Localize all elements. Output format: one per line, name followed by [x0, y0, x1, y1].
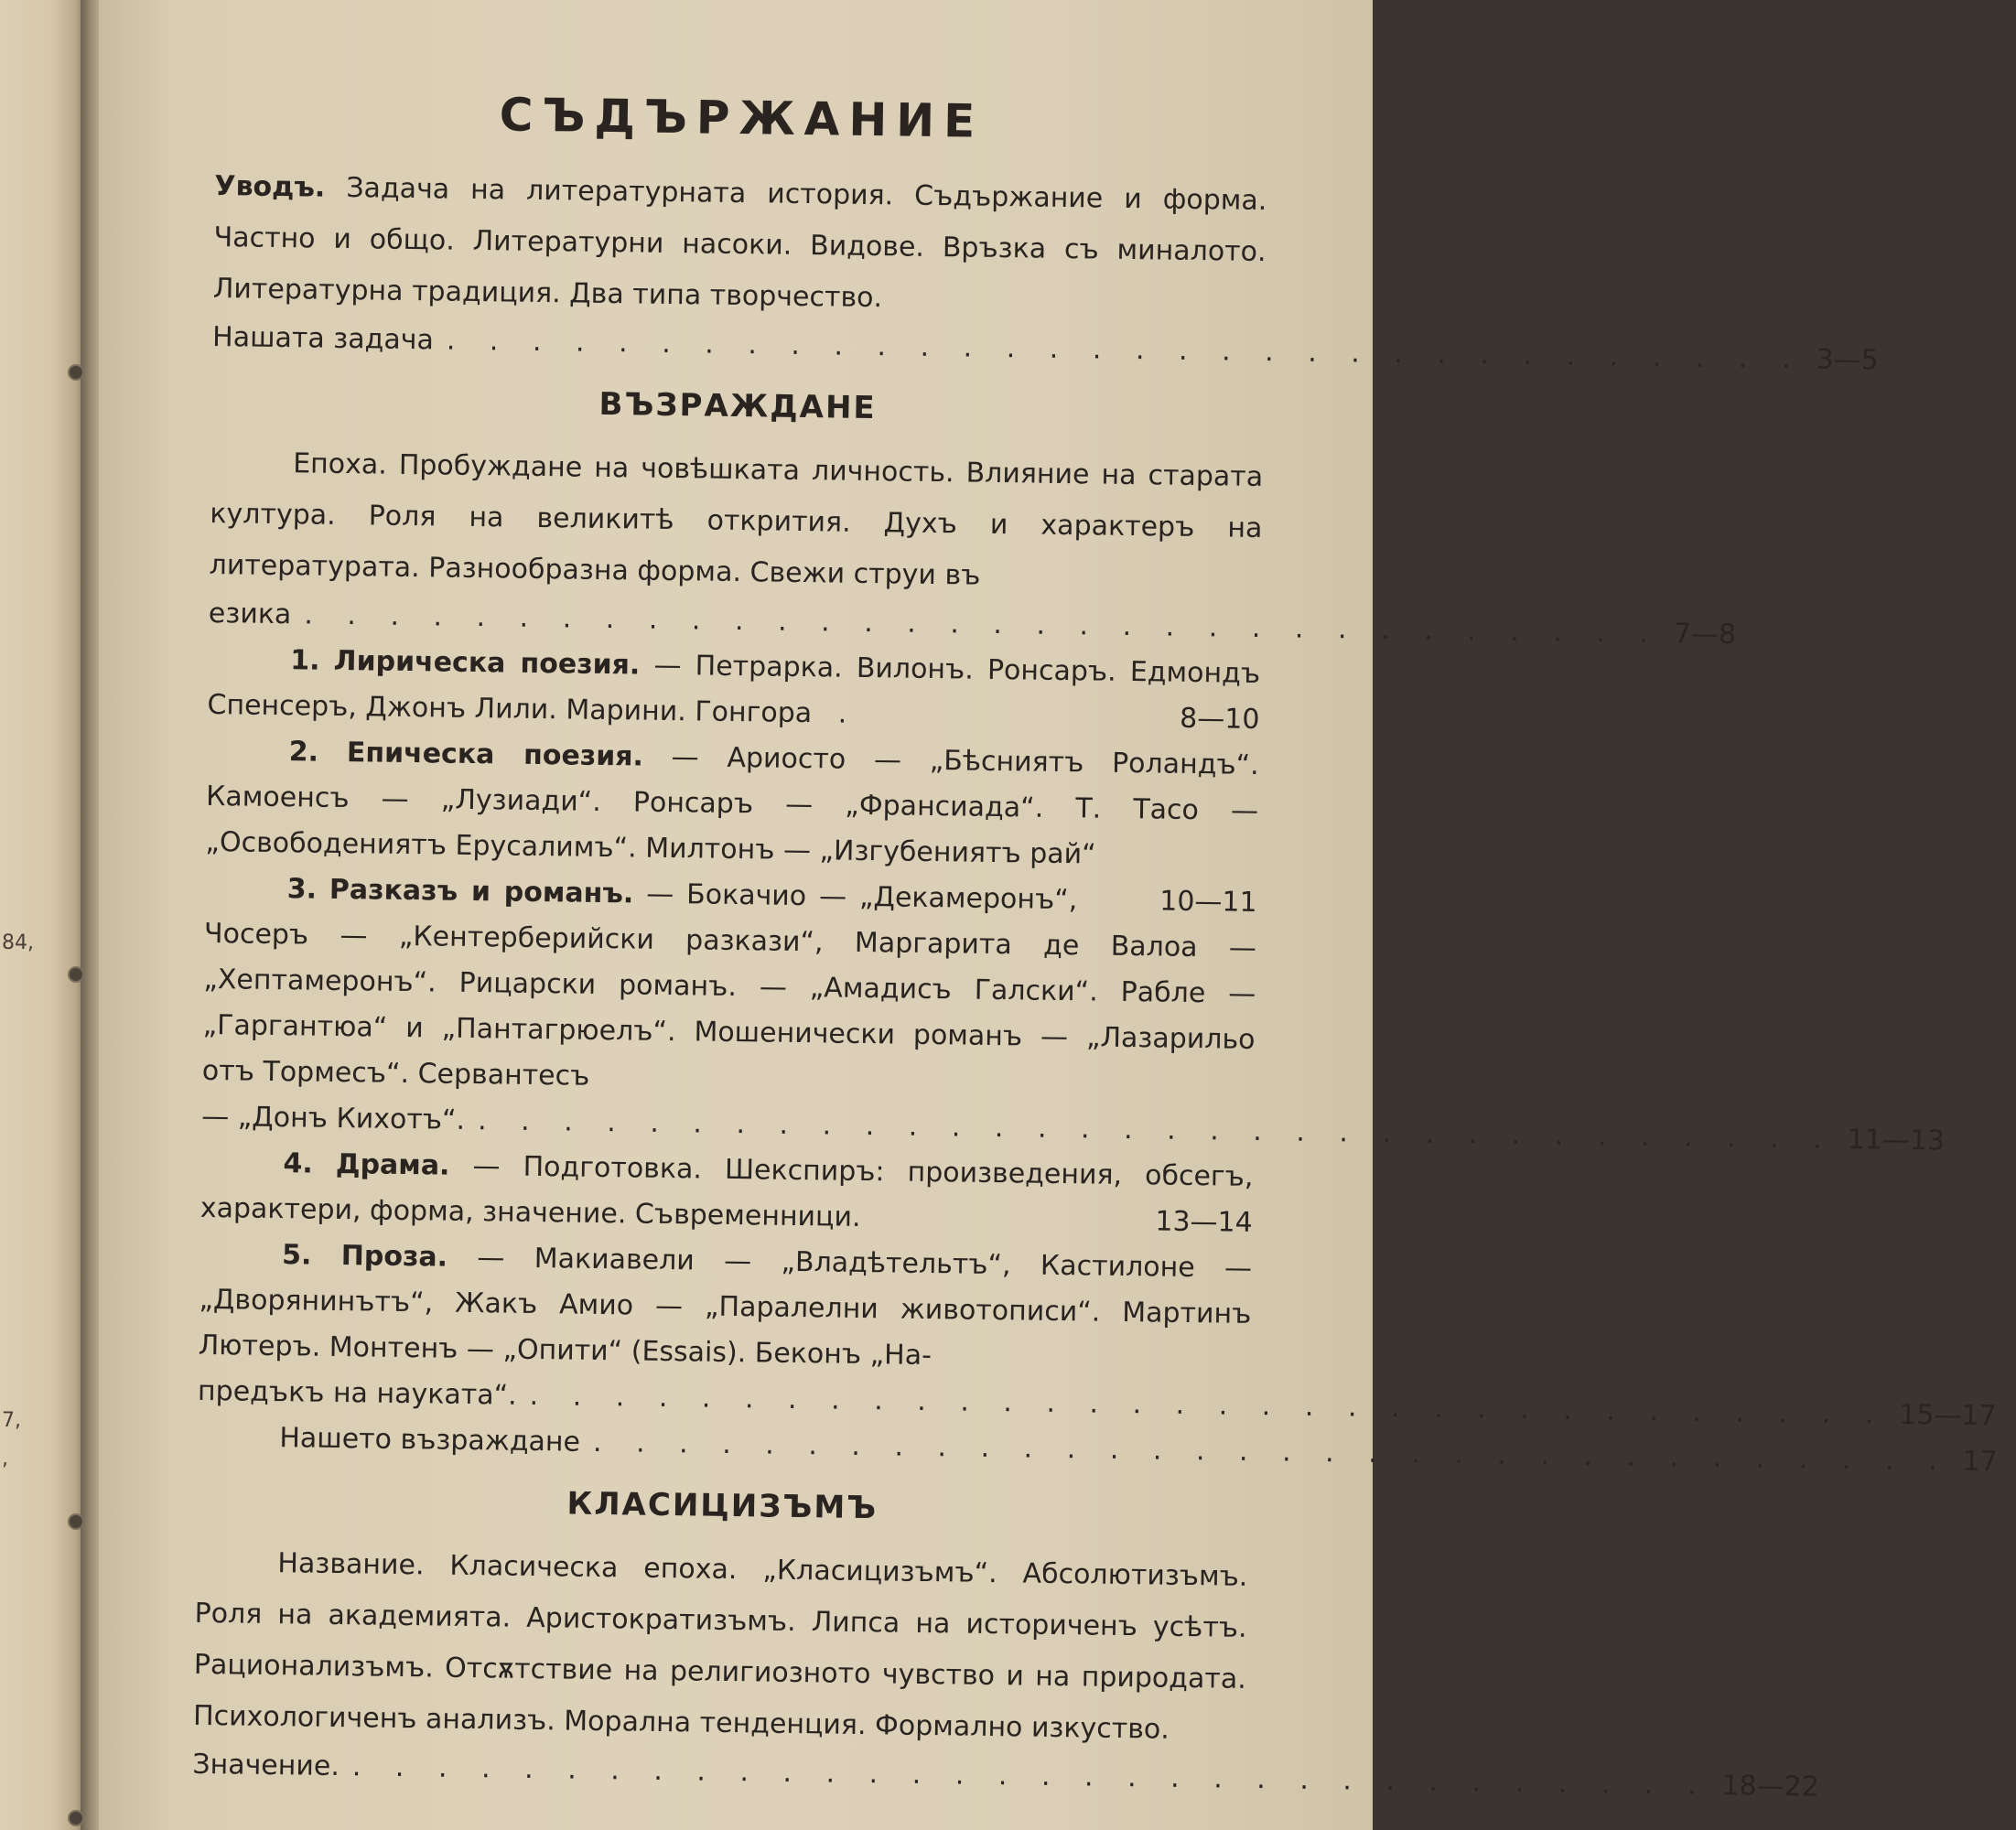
- margin-mark: ,: [2, 1448, 8, 1470]
- page-title: СЪДЪРЖАНИЕ: [499, 88, 985, 148]
- dot-leader: .: [820, 697, 865, 730]
- dot-leader: . . . . . . . . . . . . . . . . . . . . . . . . . . . . . . . .: [477, 1104, 1835, 1156]
- entry-text: — Макиавели — „Владѣтельтъ“, Кастилоне — „Дворянинътъ“, Жакъ Амио — „Паралелни животописи“. Мартинъ Лютеръ. Монтенъ — „Опити“ (Essais). Беконъ „На-: [198, 1242, 1253, 1372]
- intro-lead: Уводъ.: [214, 169, 326, 204]
- toc-entry-prose: [198, 1232, 1252, 1383]
- intro-pages: 3—5: [1816, 343, 1879, 377]
- entry-pages: 10—11: [1159, 885, 1257, 919]
- binding-stitch: [70, 1515, 82, 1528]
- entry-pages: 17: [1962, 1445, 1999, 1479]
- section-title-renaissance: ВЪЗРАЖДАНЕ: [598, 385, 877, 427]
- entry-number: 1.: [289, 644, 320, 677]
- table-of-contents: [192, 84, 1999, 1803]
- entry-number: 4.: [283, 1147, 314, 1180]
- entry-pages: 11—13: [1847, 1124, 1946, 1157]
- entry-number: 2.: [288, 736, 319, 769]
- dot-leader: . . . . . . . . . . . . . . . . . . . . . . . . . . . . . . . .: [592, 1426, 1950, 1478]
- entry-pages: 8—10: [1179, 702, 1260, 736]
- entry-text: — Петрарка. Вилонъ. Ронсаръ. Едмондъ Спенсеръ, Джонъ Лили. Марини. Гонгора: [207, 649, 1261, 730]
- dot-leader: . . . . . . . . . . . . . . . . . . . . . . . . . . . . . . . .: [446, 324, 1804, 376]
- entry-pages: 13—14: [1155, 1205, 1253, 1239]
- intro-text: Задача на литературната история. Съдържание и форма. Частно и общо. Литературни насоки. Видове. Връзка съ миналото. Литературна традиция. Два типа творчество.: [212, 172, 1267, 315]
- intro-paragraph: [212, 161, 1267, 329]
- left-facing-page: [0, 0, 84, 1830]
- entry-heading: Драма.: [335, 1147, 450, 1182]
- binding-stitch: [70, 968, 82, 981]
- classicism-pages: 18—22: [1721, 1770, 1820, 1803]
- right-page: [99, 0, 1999, 1830]
- entry-pages: 15—17: [1899, 1398, 1997, 1433]
- margin-mark: 7,: [2, 1409, 21, 1432]
- dot-leader: . . . . . . . . . . . . . . . . . . . . . . . . . . . . . . . .: [304, 598, 1662, 651]
- entry-heading: Разказъ и романъ.: [329, 873, 634, 910]
- entry-number: 5.: [281, 1239, 312, 1272]
- entry-last-label: — „Донъ Кихотъ“.: [200, 1100, 466, 1136]
- entry-text: — Ариосто — „Бѣсниятъ Роландъ“. Камоенсъ — „Лузиади“. Ронсаръ — „Франсиада“. Т. Тасо — „Освободениятъ Ерусалимъ“. Милтонъ — „Изгубениятъ рай“: [205, 741, 1259, 871]
- renaissance-overview-last: езика: [208, 597, 292, 631]
- entry-label: Нашето възраждане: [279, 1422, 581, 1459]
- entry-text: — Подготовка. Шекспиръ: произведения, обсегъ, характери, форма, значение. Съвременници.: [199, 1150, 1254, 1233]
- classicism-last: Значение.: [192, 1748, 340, 1783]
- entry-heading: Лирическа поезия.: [333, 644, 641, 682]
- renaissance-overview: Епоха. Пробуждане на човѣшката личность. Влияние на старата култура. Роля на великитѣ открития. Духъ и характеръ на литературата. Разнообразна форма. Свежи струи въ: [209, 447, 1264, 592]
- entry-number: 3.: [286, 873, 318, 906]
- binding-stitch: [70, 1812, 82, 1825]
- renaissance-overview-pages: 7—8: [1673, 618, 1737, 651]
- toc-entry-drama: [199, 1140, 1253, 1246]
- intro-last-label: Нашата задача: [211, 320, 435, 357]
- classicism-paragraph: Название. Класическа епоха. „Класицизъмъ“. Абсолютизъмъ. Роля на академията. Аристократизъмъ. Липса на историченъ усѣтъ. Рационализъмъ. Отсѫтствие на религиозното чувство и на природата. Психологиченъ анализъ. Морална тенденция. Формално изкуство.: [192, 1547, 1248, 1746]
- dot-leader: . . . . . . . . . . . . . . . . . . . . . . . . . . . . . . . .: [351, 1750, 1709, 1802]
- dot-leader: . . . . . . . . . . . . . . . . . . . . . . . . . . . . . . . .: [529, 1379, 1887, 1431]
- toc-entry-lyric-poetry: [207, 637, 1260, 743]
- entry-last-label: предъкъ на науката“.: [197, 1374, 517, 1412]
- binding-stitch: [70, 366, 82, 379]
- section-title-classicism: КЛАСИЦИЗЪМЪ: [566, 1485, 879, 1527]
- entry-text: — Бокачио — „Декамеронъ“, Чосеръ — „Кентерберийски разкази“, Маргарита де Валоа — „Хептамеронъ“. Рицарски романъ. — „Амадисъ Галски“. Рабле — „Гаргантюа“ и „Пантагрюелъ“. Мошенически романъ — „Лазарильо отъ Тормесъ“. Сервантесъ: [201, 877, 1257, 1093]
- margin-mark: 84,: [2, 931, 34, 954]
- entry-heading: Епическа поезия.: [346, 737, 644, 773]
- entry-heading: Проза.: [340, 1240, 448, 1274]
